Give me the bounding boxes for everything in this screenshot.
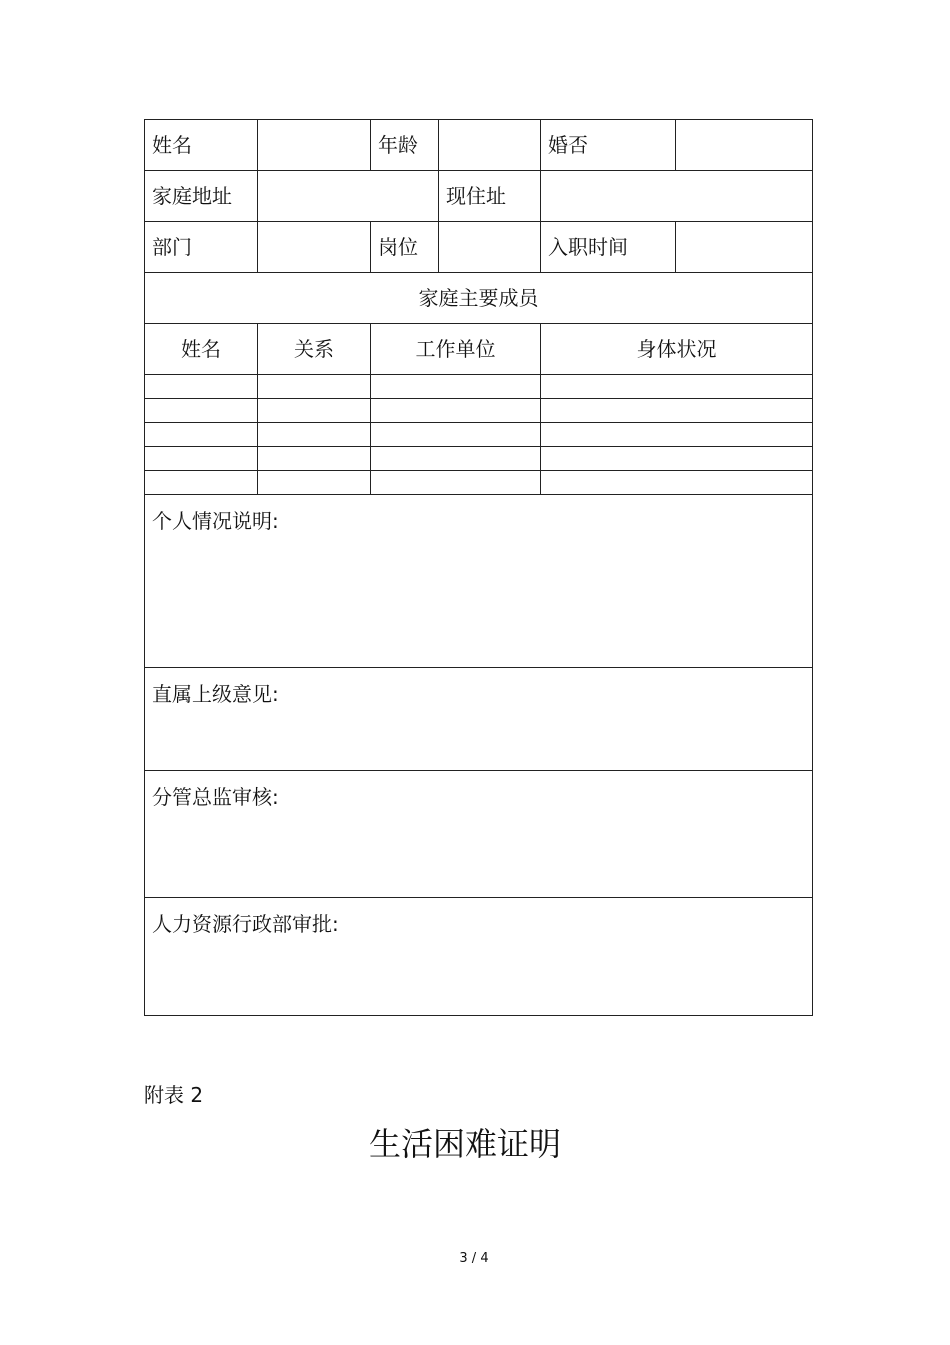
home-address-field[interactable] xyxy=(258,171,439,222)
name-field[interactable] xyxy=(258,120,371,171)
member-workplace-cell[interactable] xyxy=(371,375,541,399)
hr-approval-field[interactable] xyxy=(145,898,813,1016)
hr-approval-label: 人力资源行政部审批: xyxy=(152,912,339,936)
family-section-row xyxy=(145,273,813,324)
family-col-name: 姓名 xyxy=(145,324,258,375)
position-label: 岗位 xyxy=(371,222,439,273)
member-health-cell[interactable] xyxy=(541,399,813,423)
name-label: 姓名 xyxy=(145,120,258,171)
member-workplace-cell[interactable] xyxy=(371,423,541,447)
family-member-row xyxy=(145,423,813,447)
basic-info-row-2 xyxy=(145,171,813,222)
personal-statement-row xyxy=(145,495,813,668)
supervisor-opinion-field[interactable] xyxy=(145,668,813,771)
member-workplace-cell[interactable] xyxy=(371,447,541,471)
director-review-row xyxy=(145,771,813,898)
family-header-row xyxy=(145,324,813,375)
family-col-health: 身体状况 xyxy=(541,324,813,375)
member-health-cell[interactable] xyxy=(541,471,813,495)
hire-date-label: 入职时间 xyxy=(541,222,676,273)
director-review-label: 分管总监审核: xyxy=(152,785,279,809)
member-health-cell[interactable] xyxy=(541,375,813,399)
basic-info-row-1 xyxy=(145,120,813,171)
member-name-cell[interactable] xyxy=(145,447,258,471)
member-name-cell[interactable] xyxy=(145,471,258,495)
member-workplace-cell[interactable] xyxy=(371,471,541,495)
director-review-field[interactable] xyxy=(145,771,813,898)
home-address-label: 家庭地址 xyxy=(145,171,258,222)
member-workplace-cell[interactable] xyxy=(371,399,541,423)
hardship-application-form xyxy=(144,119,813,1016)
family-member-row xyxy=(145,399,813,423)
member-relation-cell[interactable] xyxy=(258,399,371,423)
personal-statement-label: 个人情况说明: xyxy=(152,509,279,533)
marital-status-label: 婚否 xyxy=(541,120,676,171)
family-col-workplace: 工作单位 xyxy=(371,324,541,375)
hr-approval-row xyxy=(145,898,813,1016)
department-field[interactable] xyxy=(258,222,371,273)
attachment-label: 附表 2 xyxy=(144,1083,204,1107)
marital-status-field[interactable] xyxy=(676,120,813,171)
department-label: 部门 xyxy=(145,222,258,273)
member-health-cell[interactable] xyxy=(541,447,813,471)
position-field[interactable] xyxy=(439,222,541,273)
supervisor-opinion-label: 直属上级意见: xyxy=(152,682,279,706)
age-field[interactable] xyxy=(439,120,541,171)
basic-info-row-3 xyxy=(145,222,813,273)
member-name-cell[interactable] xyxy=(145,375,258,399)
member-name-cell[interactable] xyxy=(145,423,258,447)
member-relation-cell[interactable] xyxy=(258,447,371,471)
member-name-cell[interactable] xyxy=(145,399,258,423)
family-member-row xyxy=(145,471,813,495)
age-label: 年龄 xyxy=(371,120,439,171)
family-section-title: 家庭主要成员 xyxy=(145,273,813,324)
member-health-cell[interactable] xyxy=(541,423,813,447)
document-title: 生活困难证明 xyxy=(368,1125,561,1163)
current-address-label: 现住址 xyxy=(439,171,541,222)
supervisor-opinion-row xyxy=(145,668,813,771)
personal-statement-field[interactable] xyxy=(145,495,813,668)
current-address-field[interactable] xyxy=(541,171,813,222)
family-member-row xyxy=(145,447,813,471)
family-member-row xyxy=(145,375,813,399)
member-relation-cell[interactable] xyxy=(258,471,371,495)
family-col-relation: 关系 xyxy=(258,324,371,375)
page-number: 3 / 4 xyxy=(459,1251,489,1266)
member-relation-cell[interactable] xyxy=(258,423,371,447)
member-relation-cell[interactable] xyxy=(258,375,371,399)
hire-date-field[interactable] xyxy=(676,222,813,273)
